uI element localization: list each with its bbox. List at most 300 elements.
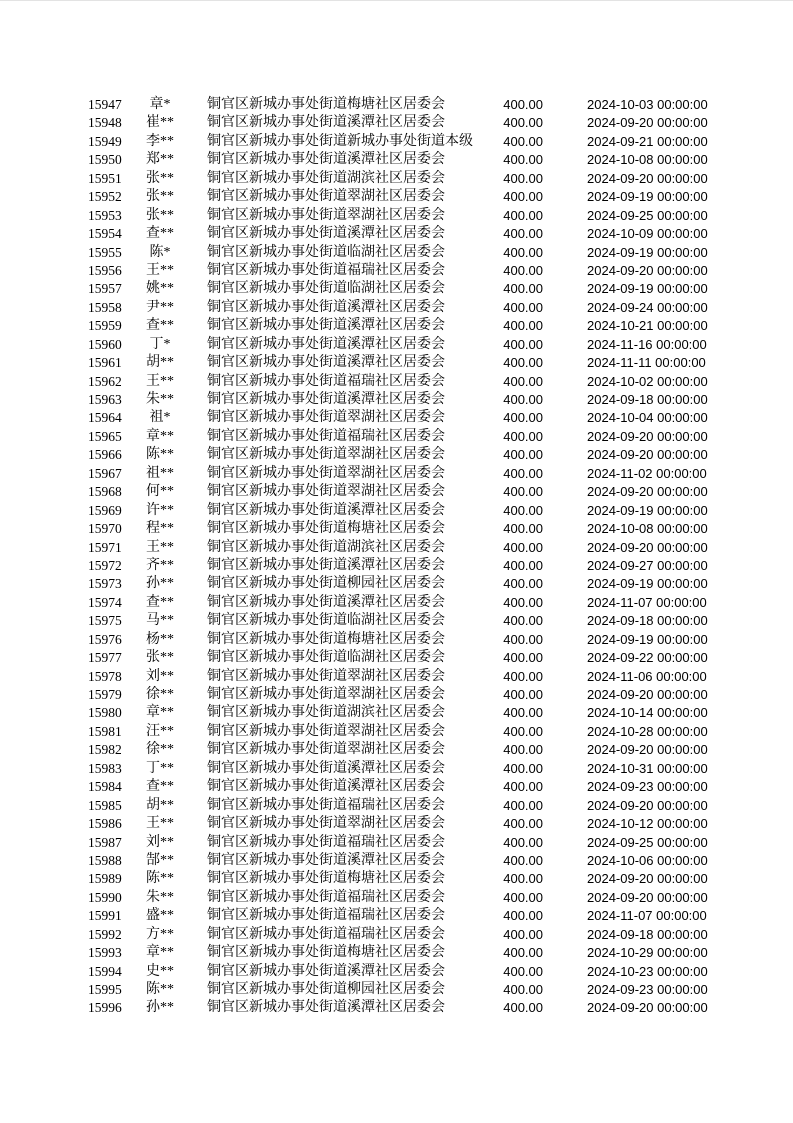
datetime-cell: 2024-09-19 00:00:00 — [587, 189, 708, 205]
organization-cell: 铜官区新城办事处街道梅塘社区居委会 — [207, 871, 445, 887]
record-id-cell: 15973 — [88, 576, 122, 592]
datetime-cell: 2024-10-04 00:00:00 — [587, 410, 708, 426]
amount-cell: 400.00 — [503, 392, 543, 407]
organization-cell: 铜官区新城办事处街道溪潭社区居委会 — [207, 963, 445, 979]
organization-cell: 铜官区新城办事处街道梅塘社区居委会 — [207, 945, 445, 961]
table-row — [88, 889, 738, 907]
organization-cell: 铜官区新城办事处街道溪潭社区居委会 — [207, 336, 445, 352]
organization-cell: 铜官区新城办事处街道福瑞社区居委会 — [207, 797, 445, 813]
person-name-cell: 刘** — [146, 834, 174, 850]
record-id-cell: 15985 — [88, 797, 122, 813]
organization-cell: 铜官区新城办事处街道翠湖社区居委会 — [207, 816, 445, 832]
amount-cell: 400.00 — [503, 299, 543, 315]
amount-cell: 400.00 — [503, 797, 543, 813]
amount-cell: 400.00 — [503, 705, 543, 721]
person-name-cell: 胡** — [146, 797, 174, 813]
datetime-cell: 2024-10-14 00:00:00 — [587, 705, 708, 721]
record-id-cell: 15958 — [88, 299, 122, 315]
person-name-cell: 许** — [146, 502, 174, 518]
organization-cell: 铜官区新城办事处街道福瑞社区居委会 — [207, 926, 445, 942]
amount-cell: 400.00 — [503, 834, 543, 850]
amount-cell: 400.00 — [503, 963, 543, 979]
record-id-cell: 15982 — [88, 742, 122, 758]
organization-cell: 铜官区新城办事处街道新城办事处街道本级 — [207, 133, 473, 149]
record-id-cell: 15948 — [88, 115, 122, 131]
amount-cell: 400.00 — [503, 871, 543, 887]
table-row — [88, 262, 738, 280]
datetime-cell: 2024-11-07 00:00:00 — [587, 908, 707, 924]
table-row — [88, 704, 738, 722]
record-id-cell: 15961 — [88, 355, 122, 371]
organization-cell: 铜官区新城办事处街道湖滨社区居委会 — [207, 705, 445, 721]
person-name-cell: 王** — [146, 262, 174, 278]
person-name-cell: 陈** — [146, 447, 174, 463]
record-id-cell: 15969 — [88, 502, 122, 518]
table-row — [88, 834, 738, 852]
table-row — [88, 170, 738, 188]
person-name-cell: 王** — [146, 816, 174, 832]
person-name-cell: 章** — [146, 428, 174, 444]
table-row — [88, 409, 738, 427]
organization-cell: 铜官区新城办事处街道翠湖社区居委会 — [207, 465, 445, 481]
datetime-cell: 2024-09-19 00:00:00 — [587, 631, 708, 647]
datetime-cell: 2024-10-12 00:00:00 — [587, 816, 708, 832]
record-id-cell: 15975 — [88, 613, 122, 629]
record-id-cell: 15980 — [88, 705, 122, 721]
table-row — [88, 96, 738, 114]
record-id-cell: 15988 — [88, 852, 122, 868]
record-id-cell: 15976 — [88, 631, 122, 647]
record-id-cell: 15977 — [88, 650, 122, 666]
amount-cell: 400.00 — [503, 133, 543, 149]
person-name-cell: 方** — [146, 926, 174, 942]
record-id-cell: 15989 — [88, 871, 122, 887]
record-id-cell: 15967 — [88, 465, 122, 481]
record-id-cell: 15981 — [88, 723, 122, 739]
organization-cell: 铜官区新城办事处街道福瑞社区居委会 — [207, 428, 445, 444]
record-id-cell: 15972 — [88, 557, 122, 573]
record-id-cell: 15974 — [88, 594, 122, 610]
datetime-cell: 2024-09-19 00:00:00 — [587, 281, 708, 297]
person-name-cell: 郑** — [146, 152, 174, 168]
person-name-cell: 杨** — [146, 631, 174, 647]
person-name-cell: 孙** — [146, 1000, 174, 1016]
amount-cell: 400.00 — [503, 170, 543, 186]
organization-cell: 铜官区新城办事处街道溪潭社区居委会 — [207, 115, 445, 131]
person-name-cell: 程** — [146, 521, 174, 537]
datetime-cell: 2024-09-21 00:00:00 — [587, 133, 708, 149]
table-row — [88, 280, 738, 298]
record-id-cell: 15951 — [88, 170, 122, 186]
table-row — [88, 225, 738, 243]
table-row — [88, 557, 738, 575]
datetime-cell: 2024-09-25 00:00:00 — [587, 207, 708, 223]
datetime-cell: 2024-09-20 00:00:00 — [587, 539, 708, 555]
datetime-cell: 2024-10-21 00:00:00 — [587, 318, 708, 334]
person-name-cell: 朱** — [146, 889, 174, 905]
amount-cell: 400.00 — [503, 447, 543, 463]
amount-cell: 400.00 — [503, 760, 543, 776]
organization-cell: 铜官区新城办事处街道溪潭社区居委会 — [207, 392, 445, 407]
amount-cell: 400.00 — [503, 889, 543, 905]
table-row — [88, 907, 738, 925]
person-name-cell: 章** — [146, 945, 174, 961]
amount-cell: 400.00 — [503, 355, 543, 371]
organization-cell: 铜官区新城办事处街道溪潭社区居委会 — [207, 355, 445, 371]
datetime-cell: 2024-10-09 00:00:00 — [587, 226, 708, 242]
organization-cell: 铜官区新城办事处街道溪潭社区居委会 — [207, 502, 445, 518]
datetime-cell: 2024-10-23 00:00:00 — [587, 963, 708, 979]
datetime-cell: 2024-09-18 00:00:00 — [587, 613, 708, 629]
organization-cell: 铜官区新城办事处街道福瑞社区居委会 — [207, 834, 445, 850]
person-name-cell: 崔** — [146, 115, 174, 131]
table-row — [88, 631, 738, 649]
person-name-cell: 查** — [146, 594, 174, 610]
table-row — [88, 944, 738, 962]
organization-cell: 铜官区新城办事处街道临湖社区居委会 — [207, 281, 445, 297]
table-row — [88, 575, 738, 593]
amount-cell: 400.00 — [503, 668, 543, 684]
datetime-cell: 2024-09-20 00:00:00 — [587, 115, 708, 131]
table-row — [88, 852, 738, 870]
amount-cell: 400.00 — [503, 613, 543, 629]
table-row — [88, 870, 738, 888]
person-name-cell: 王** — [146, 539, 174, 555]
record-id-cell: 15983 — [88, 760, 122, 776]
person-name-cell: 王** — [146, 373, 174, 389]
datetime-cell: 2024-11-02 00:00:00 — [587, 465, 707, 481]
record-id-cell: 15979 — [88, 687, 122, 702]
datetime-cell: 2024-09-20 00:00:00 — [587, 687, 708, 702]
datetime-cell: 2024-10-02 00:00:00 — [587, 373, 708, 389]
amount-cell: 400.00 — [503, 281, 543, 297]
record-id-cell: 15956 — [88, 262, 122, 278]
organization-cell: 铜官区新城办事处街道临湖社区居委会 — [207, 650, 445, 666]
organization-cell: 铜官区新城办事处街道福瑞社区居委会 — [207, 262, 445, 278]
organization-cell: 铜官区新城办事处街道翠湖社区居委会 — [207, 742, 445, 758]
amount-cell: 400.00 — [503, 115, 543, 131]
record-id-cell: 15971 — [88, 539, 122, 555]
amount-cell: 400.00 — [503, 428, 543, 444]
table-row — [88, 741, 738, 759]
table-row — [88, 151, 738, 169]
person-name-cell: 孙** — [146, 576, 174, 592]
person-name-cell: 丁** — [146, 760, 174, 776]
organization-cell: 铜官区新城办事处街道溪潭社区居委会 — [207, 760, 445, 776]
person-name-cell: 姚** — [146, 281, 174, 297]
amount-cell: 400.00 — [503, 723, 543, 739]
organization-cell: 铜官区新城办事处街道溪潭社区居委会 — [207, 152, 445, 168]
table-row — [88, 520, 738, 538]
table-row — [88, 778, 738, 796]
record-id-cell: 15992 — [88, 926, 122, 942]
table-row — [88, 188, 738, 206]
person-name-cell: 陈** — [146, 871, 174, 887]
datetime-cell: 2024-11-07 00:00:00 — [587, 594, 707, 610]
table-row — [88, 207, 738, 225]
record-id-cell: 15962 — [88, 373, 122, 389]
person-name-cell: 陈** — [146, 982, 174, 997]
datetime-cell: 2024-10-03 00:00:00 — [587, 97, 708, 112]
table-row — [88, 760, 738, 778]
datetime-cell: 2024-09-20 00:00:00 — [587, 262, 708, 278]
organization-cell: 铜官区新城办事处街道翠湖社区居委会 — [207, 207, 445, 223]
table-row — [88, 815, 738, 833]
record-id-cell: 15970 — [88, 521, 122, 537]
record-id-cell: 15952 — [88, 189, 122, 205]
record-id-cell: 15965 — [88, 428, 122, 444]
organization-cell: 铜官区新城办事处街道溪潭社区居委会 — [207, 594, 445, 610]
record-id-cell: 15966 — [88, 447, 122, 463]
amount-cell: 400.00 — [503, 262, 543, 278]
amount-cell: 400.00 — [503, 1000, 543, 1016]
datetime-cell: 2024-10-28 00:00:00 — [587, 723, 708, 739]
datetime-cell: 2024-09-23 00:00:00 — [587, 982, 708, 997]
person-name-cell: 陈* — [149, 244, 171, 260]
person-name-cell: 朱** — [146, 392, 174, 407]
amount-cell: 400.00 — [503, 244, 543, 260]
datetime-cell: 2024-09-20 00:00:00 — [587, 742, 708, 758]
amount-cell: 400.00 — [503, 926, 543, 942]
table-row — [88, 539, 738, 557]
record-id-cell: 15968 — [88, 484, 122, 500]
datetime-cell: 2024-11-06 00:00:00 — [587, 668, 707, 684]
amount-cell: 400.00 — [503, 594, 543, 610]
record-id-cell: 15955 — [88, 244, 122, 260]
amount-cell: 400.00 — [503, 557, 543, 573]
datetime-cell: 2024-09-18 00:00:00 — [587, 392, 708, 407]
organization-cell: 铜官区新城办事处街道梅塘社区居委会 — [207, 97, 445, 112]
organization-cell: 铜官区新城办事处街道溪潭社区居委会 — [207, 226, 445, 242]
table-row — [88, 502, 738, 520]
datetime-cell: 2024-09-23 00:00:00 — [587, 779, 708, 795]
table-row — [88, 133, 738, 151]
amount-cell: 400.00 — [503, 539, 543, 555]
record-id-cell: 15947 — [88, 97, 122, 112]
amount-cell: 400.00 — [503, 207, 543, 223]
table-row — [88, 428, 738, 446]
table-row — [88, 299, 738, 317]
amount-cell: 400.00 — [503, 852, 543, 868]
table-row — [88, 723, 738, 741]
amount-cell: 400.00 — [503, 484, 543, 500]
records-table — [88, 96, 738, 1018]
table-row — [88, 649, 738, 667]
person-name-cell: 章* — [149, 97, 171, 112]
record-id-cell: 15950 — [88, 152, 122, 168]
table-row — [88, 926, 738, 944]
amount-cell: 400.00 — [503, 945, 543, 961]
amount-cell: 400.00 — [503, 687, 543, 702]
person-name-cell: 汪** — [146, 723, 174, 739]
amount-cell: 400.00 — [503, 779, 543, 795]
record-id-cell: 15978 — [88, 668, 122, 684]
record-id-cell: 15994 — [88, 963, 122, 979]
organization-cell: 铜官区新城办事处街道翠湖社区居委会 — [207, 687, 445, 702]
amount-cell: 400.00 — [503, 576, 543, 592]
datetime-cell: 2024-10-08 00:00:00 — [587, 152, 708, 168]
datetime-cell: 2024-10-06 00:00:00 — [587, 852, 708, 868]
organization-cell: 铜官区新城办事处街道福瑞社区居委会 — [207, 373, 445, 389]
table-row — [88, 999, 738, 1017]
organization-cell: 铜官区新城办事处街道溪潭社区居委会 — [207, 299, 445, 315]
amount-cell: 400.00 — [503, 650, 543, 666]
record-id-cell: 15987 — [88, 834, 122, 850]
record-id-cell: 15991 — [88, 908, 122, 924]
person-name-cell: 祖** — [146, 465, 174, 481]
organization-cell: 铜官区新城办事处街道溪潭社区居委会 — [207, 852, 445, 868]
record-id-cell: 15954 — [88, 226, 122, 242]
table-row — [88, 336, 738, 354]
person-name-cell: 查** — [146, 318, 174, 334]
record-id-cell: 15953 — [88, 207, 122, 223]
organization-cell: 铜官区新城办事处街道柳园社区居委会 — [207, 982, 445, 997]
record-id-cell: 15995 — [88, 982, 122, 997]
person-name-cell: 李** — [146, 133, 174, 149]
organization-cell: 铜官区新城办事处街道翠湖社区居委会 — [207, 410, 445, 426]
amount-cell: 400.00 — [503, 189, 543, 205]
record-id-cell: 15990 — [88, 889, 122, 905]
organization-cell: 铜官区新城办事处街道翠湖社区居委会 — [207, 668, 445, 684]
organization-cell: 铜官区新城办事处街道溪潭社区居委会 — [207, 1000, 445, 1016]
organization-cell: 铜官区新城办事处街道临湖社区居委会 — [207, 244, 445, 260]
table-row — [88, 465, 738, 483]
amount-cell: 400.00 — [503, 226, 543, 242]
amount-cell: 400.00 — [503, 982, 543, 997]
amount-cell: 400.00 — [503, 318, 543, 334]
record-id-cell: 15960 — [88, 336, 122, 352]
table-row — [88, 612, 738, 630]
person-name-cell: 张** — [146, 170, 174, 186]
table-row — [88, 373, 738, 391]
record-id-cell: 15964 — [88, 410, 122, 426]
datetime-cell: 2024-09-22 00:00:00 — [587, 650, 708, 666]
datetime-cell: 2024-09-19 00:00:00 — [587, 244, 708, 260]
table-row — [88, 686, 738, 704]
table-row — [88, 594, 738, 612]
person-name-cell: 何** — [146, 484, 174, 500]
datetime-cell: 2024-09-20 00:00:00 — [587, 484, 708, 500]
person-name-cell: 章** — [146, 705, 174, 721]
record-id-cell: 15949 — [88, 133, 122, 149]
organization-cell: 铜官区新城办事处街道柳园社区居委会 — [207, 576, 445, 592]
amount-cell: 400.00 — [503, 465, 543, 481]
amount-cell: 400.00 — [503, 152, 543, 168]
person-name-cell: 马** — [146, 613, 174, 629]
person-name-cell: 郜** — [146, 852, 174, 868]
person-name-cell: 张** — [146, 650, 174, 666]
amount-cell: 400.00 — [503, 410, 543, 426]
table-row — [88, 981, 738, 999]
amount-cell: 400.00 — [503, 373, 543, 389]
datetime-cell: 2024-09-20 00:00:00 — [587, 889, 708, 905]
person-name-cell: 徐** — [146, 687, 174, 702]
datetime-cell: 2024-10-08 00:00:00 — [587, 521, 708, 537]
datetime-cell: 2024-09-20 00:00:00 — [587, 797, 708, 813]
organization-cell: 铜官区新城办事处街道湖滨社区居委会 — [207, 170, 445, 186]
person-name-cell: 刘** — [146, 668, 174, 684]
record-id-cell: 15996 — [88, 1000, 122, 1016]
organization-cell: 铜官区新城办事处街道梅塘社区居委会 — [207, 521, 445, 537]
person-name-cell: 查** — [146, 226, 174, 242]
datetime-cell: 2024-09-24 00:00:00 — [587, 299, 708, 315]
datetime-cell: 2024-09-20 00:00:00 — [587, 1000, 708, 1016]
person-name-cell: 徐** — [146, 742, 174, 758]
table-row — [88, 244, 738, 262]
datetime-cell: 2024-09-20 00:00:00 — [587, 428, 708, 444]
datetime-cell: 2024-09-25 00:00:00 — [587, 834, 708, 850]
organization-cell: 铜官区新城办事处街道翠湖社区居委会 — [207, 723, 445, 739]
table-row — [88, 668, 738, 686]
datetime-cell: 2024-09-19 00:00:00 — [587, 576, 708, 592]
person-name-cell: 齐** — [146, 557, 174, 573]
record-id-cell: 15993 — [88, 945, 122, 961]
person-name-cell: 盛** — [146, 908, 174, 924]
amount-cell: 400.00 — [503, 97, 543, 112]
organization-cell: 铜官区新城办事处街道湖滨社区居委会 — [207, 539, 445, 555]
table-row — [88, 483, 738, 501]
organization-cell: 铜官区新城办事处街道溪潭社区居委会 — [207, 557, 445, 573]
table-row — [88, 114, 738, 132]
person-name-cell: 张** — [146, 207, 174, 223]
organization-cell: 铜官区新城办事处街道临湖社区居委会 — [207, 613, 445, 629]
record-id-cell: 15959 — [88, 318, 122, 334]
datetime-cell: 2024-09-20 00:00:00 — [587, 871, 708, 887]
amount-cell: 400.00 — [503, 521, 543, 537]
datetime-cell: 2024-10-31 00:00:00 — [587, 760, 708, 776]
table-row — [88, 317, 738, 335]
amount-cell: 400.00 — [503, 502, 543, 518]
person-name-cell: 丁* — [149, 336, 171, 352]
organization-cell: 铜官区新城办事处街道福瑞社区居委会 — [207, 889, 445, 905]
organization-cell: 铜官区新城办事处街道翠湖社区居委会 — [207, 484, 445, 500]
record-id-cell: 15984 — [88, 779, 122, 795]
organization-cell: 铜官区新城办事处街道梅塘社区居委会 — [207, 631, 445, 647]
table-row — [88, 963, 738, 981]
datetime-cell: 2024-09-27 00:00:00 — [587, 557, 708, 573]
amount-cell: 400.00 — [503, 631, 543, 647]
record-id-cell: 15986 — [88, 816, 122, 832]
datetime-cell: 2024-10-29 00:00:00 — [587, 945, 708, 961]
datetime-cell: 2024-09-20 00:00:00 — [587, 170, 708, 186]
person-name-cell: 尹** — [146, 299, 174, 315]
organization-cell: 铜官区新城办事处街道翠湖社区居委会 — [207, 447, 445, 463]
person-name-cell: 张** — [146, 189, 174, 205]
amount-cell: 400.00 — [503, 816, 543, 832]
datetime-cell: 2024-09-18 00:00:00 — [587, 926, 708, 942]
record-id-cell: 15963 — [88, 392, 122, 407]
organization-cell: 铜官区新城办事处街道翠湖社区居委会 — [207, 189, 445, 205]
organization-cell: 铜官区新城办事处街道溪潭社区居委会 — [207, 318, 445, 334]
person-name-cell: 祖* — [149, 410, 171, 426]
datetime-cell: 2024-09-20 00:00:00 — [587, 447, 708, 463]
datetime-cell: 2024-11-11 00:00:00 — [587, 355, 706, 371]
amount-cell: 400.00 — [503, 336, 543, 352]
datetime-cell: 2024-09-19 00:00:00 — [587, 502, 708, 518]
person-name-cell: 查** — [146, 779, 174, 795]
table-row — [88, 354, 738, 372]
table-row — [88, 446, 738, 464]
organization-cell: 铜官区新城办事处街道福瑞社区居委会 — [207, 908, 445, 924]
amount-cell: 400.00 — [503, 742, 543, 758]
record-id-cell: 15957 — [88, 281, 122, 297]
person-name-cell: 史** — [146, 963, 174, 979]
table-row — [88, 797, 738, 815]
amount-cell: 400.00 — [503, 908, 543, 924]
datetime-cell: 2024-11-16 00:00:00 — [587, 336, 707, 352]
organization-cell: 铜官区新城办事处街道溪潭社区居委会 — [207, 779, 445, 795]
person-name-cell: 胡** — [146, 355, 174, 371]
